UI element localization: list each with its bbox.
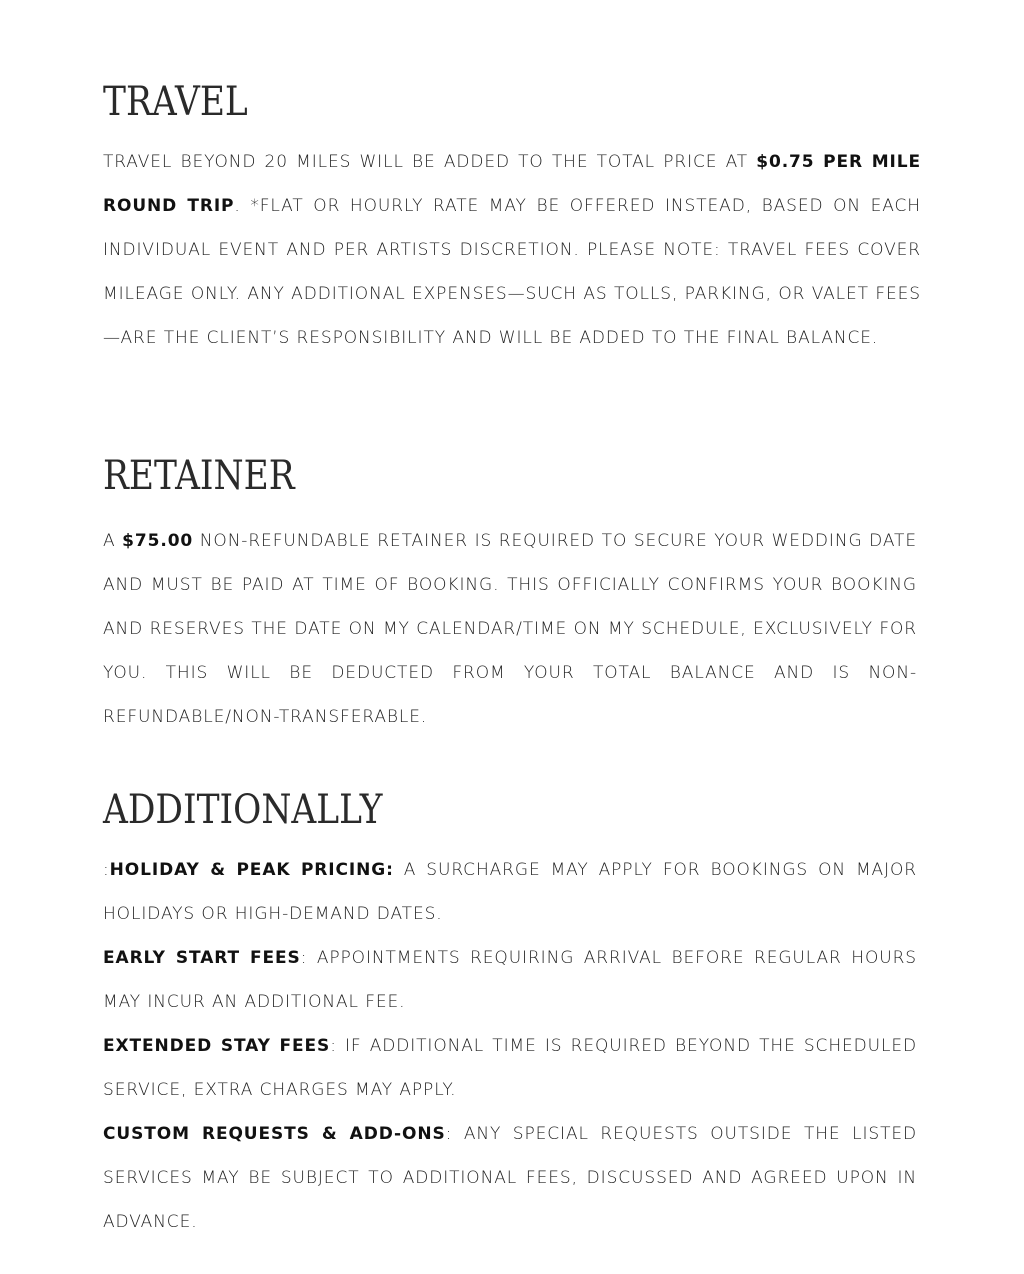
retainer-section bbox=[103, 453, 921, 739]
item-label: EARLY START FEES bbox=[103, 948, 301, 968]
item-label: CUSTOM REQUESTS & ADD-ONS bbox=[103, 1124, 446, 1144]
retainer-text-end: NON-REFUNDABLE RETAINER IS REQUIRED TO SECURE YOUR WEDDING DATE AND MUST BE PAID AT TIME OF BOOKING. THIS OFFICIALLY CONFIRMS YOUR BOOKING AND RESERVES THE DATE ON MY CALENDAR/TIME ON MY SCHEDULE, EXCLUSIVELY FOR YOU. THIS WILL BE DEDUCTED FROM YOUR TOTAL BALANCE AND IS NON-REFUNDABLE/NON-TRANSFERABLE. bbox=[103, 531, 917, 727]
travel-rate: $0.75 PER MILE ROUND TRIP bbox=[103, 152, 922, 216]
list-item bbox=[103, 848, 917, 936]
item-text: : ANY SPECIAL REQUESTS OUTSIDE THE LISTED SERVICES MAY BE SUBJECT TO ADDITIONAL FEES, DISCUSSED AND AGREED UPON IN ADVANCE. bbox=[103, 1124, 917, 1232]
travel-paragraph bbox=[103, 140, 921, 360]
travel-text-start: TRAVEL BEYOND 20 MILES WILL BE ADDED TO THE TOTAL PRICE AT bbox=[103, 152, 757, 172]
additionally-heading: ADDITIONALLY bbox=[103, 787, 383, 833]
item-label: EXTENDED STAY FEES bbox=[103, 1036, 331, 1056]
additional-fees-list bbox=[103, 848, 917, 1244]
retainer-amount: $75.00 bbox=[122, 531, 194, 551]
item-text: A SURCHARGE MAY APPLY FOR BOOKINGS ON MAJOR HOLIDAYS OR HIGH-DEMAND DATES. bbox=[103, 860, 917, 924]
list-item bbox=[103, 1024, 917, 1112]
item-label: HOLIDAY & PEAK PRICING: bbox=[109, 860, 394, 880]
retainer-heading: RETAINER bbox=[103, 453, 295, 499]
additionally-section bbox=[103, 787, 921, 1244]
item-prefix: : bbox=[103, 860, 110, 880]
item-text: : APPOINTMENTS REQUIRING ARRIVAL BEFORE REGULAR HOURS MAY INCUR AN ADDITIONAL FEE. bbox=[103, 948, 917, 1012]
item-text: : IF ADDITIONAL TIME IS REQUIRED BEYOND THE SCHEDULED SERVICE, EXTRA CHARGES MAY APPLY. bbox=[103, 1036, 917, 1100]
retainer-paragraph bbox=[103, 519, 917, 739]
list-item bbox=[103, 1112, 917, 1244]
travel-heading: TRAVEL bbox=[103, 79, 248, 125]
retainer-text-start: A bbox=[103, 531, 123, 551]
travel-section bbox=[103, 79, 922, 360]
travel-text-end: . *FLAT OR HOURLY RATE MAY BE OFFERED INSTEAD, BASED ON EACH INDIVIDUAL EVENT AND PER ARTISTS DISCRETION. PLEASE NOTE: TRAVEL FEES COVER MILEAGE ONLY. ANY ADDITIONAL EXPENSES—SUCH AS TOLLS, PARKING, OR VALET FEES—ARE THE CLIENT’S RESPONSIBILITY AND WILL BE ADDED TO THE FINAL BALANCE. bbox=[103, 196, 921, 348]
list-item bbox=[103, 936, 917, 1024]
